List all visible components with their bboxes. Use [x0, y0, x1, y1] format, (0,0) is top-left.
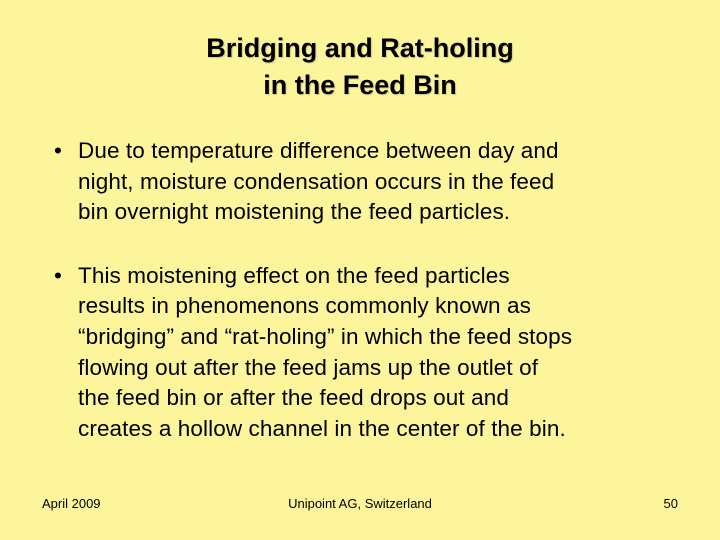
bullet-line: Due to temperature difference between day and — [78, 138, 559, 163]
bullet-line: flowing out after the feed jams up the outlet of — [78, 354, 539, 380]
bullet-line: “bridging” and “rat-holing” in which the feed stops — [78, 323, 573, 349]
bullet-line: night, moisture condensation occurs in the feed — [78, 168, 555, 194]
bullet-item-bridging — [52, 261, 702, 445]
bullet-line: bin overnight moistening the feed particles. — [78, 199, 511, 225]
title-line-1: Bridging and Rat-holing — [206, 33, 514, 63]
bullet-item-condensation — [52, 136, 702, 228]
bullet-line: creates a hollow channel in the center of the bin. — [78, 415, 566, 441]
bullet-line: This moistening effect on the feed particles — [78, 262, 510, 288]
footer-date: April 2009 — [42, 496, 101, 511]
footer-organization: Unipoint AG, Switzerland — [288, 496, 432, 511]
bullet-marker: • — [54, 138, 62, 163]
slide-title — [0, 30, 720, 104]
footer-page-number: 50 — [663, 496, 678, 511]
bullet-marker: • — [54, 262, 62, 288]
bullet-line: results in phenomenons commonly known as — [78, 293, 531, 319]
bullet-line: the feed bin or after the feed drops out and — [78, 385, 509, 411]
bullet-list — [52, 136, 702, 444]
title-line-2: in the Feed Bin — [263, 70, 457, 100]
